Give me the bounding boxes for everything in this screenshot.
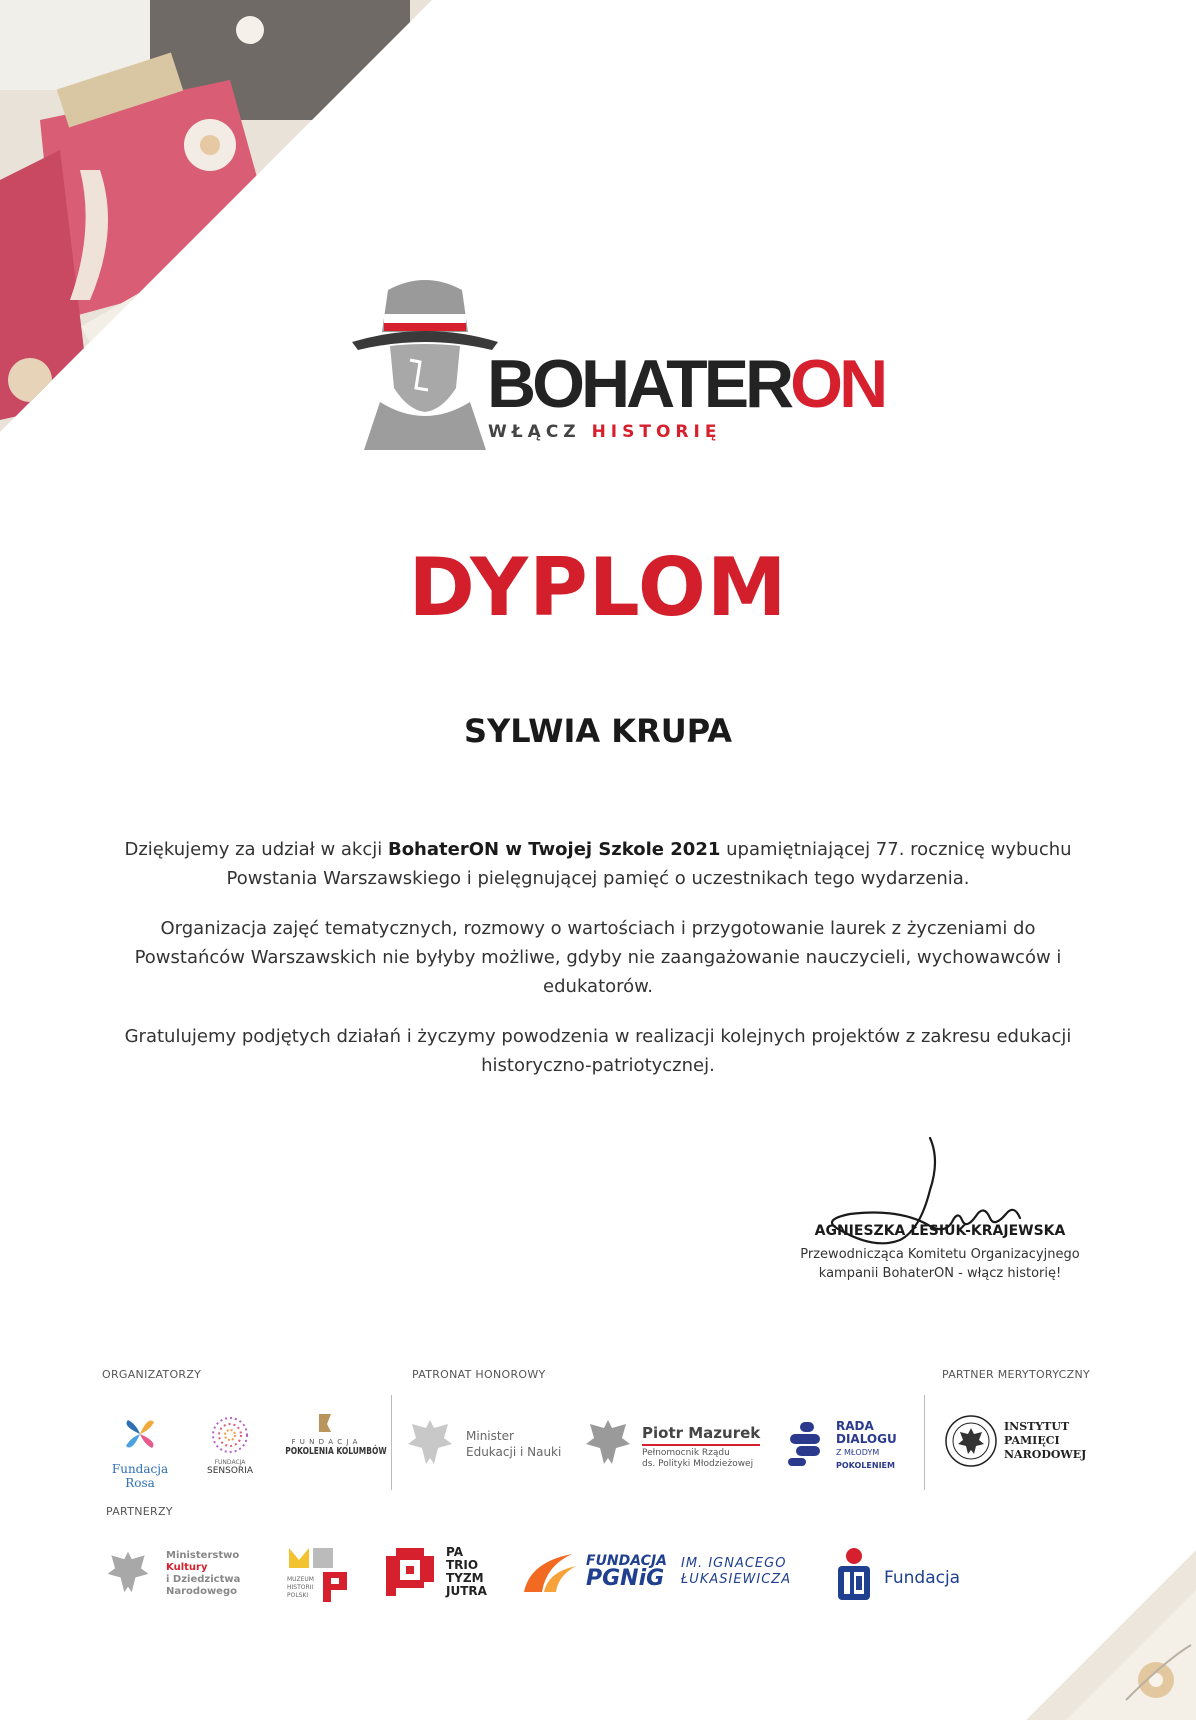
minister-edukacji-logo: Minister Edukacji i Nauki: [404, 1414, 564, 1470]
signatory-name: AGNIESZKA ŁESIUK-KRAJEWSKA: [814, 1223, 1066, 1239]
polish-eagle-icon: [104, 1546, 152, 1598]
fundacja-rosa-logo: Fundacja Rosa: [100, 1412, 180, 1490]
polish-eagle-icon: [582, 1414, 634, 1470]
ipn-logo: INSTYTUT PAMIĘCI NARODOWEJ: [944, 1414, 1094, 1468]
fundacja-pokolenia-kolumbow-logo: F U N D A C J A POKOLENIA KOLUMBÓW: [272, 1412, 378, 1457]
fundacja-sensoria-logo: FUNDACJA SENSORIA: [202, 1415, 258, 1476]
rada-dialogu-icon: [786, 1420, 826, 1468]
divider: [391, 1395, 392, 1490]
decorative-collage-bottom-right: [1026, 1550, 1196, 1720]
soldier-helmet-icon: [350, 270, 500, 450]
partners-label: PARTNERZY: [106, 1505, 173, 1518]
kolumb-emblem-icon: [315, 1412, 335, 1434]
diploma-body: [110, 835, 1086, 1101]
fundacja-pgnig-logo: FUNDACJA PGNiG IM. IGNACEGO ŁUKASIEWICZA: [520, 1552, 810, 1596]
mkidn-logo: Ministerstwo Kultury i Dziedzictwa Narodowego: [104, 1546, 254, 1598]
logo-tagline: WŁĄCZ HISTORIĘ: [488, 422, 722, 442]
recipient-name: SYLWIA KRUPA: [464, 712, 732, 750]
honorary-label: PATRONAT HONOROWY: [412, 1368, 546, 1381]
divider: [924, 1395, 925, 1490]
bohateron-logo: [350, 270, 885, 450]
rada-dialogu-logo: RADA DIALOGU Z MŁODYM POKOLENIEM: [786, 1420, 916, 1472]
paragraph-1: Dziękujemy za udział w akcji BohaterON w Twojej Szkole 2021 upamiętniającej 77. rocznicę wybuchu Powstania Warszawskiego i pielęgnującej pamięć o uczestnikach tego wydarzenia.: [124, 839, 1072, 889]
logo-wordmark: BOHATERON: [487, 346, 885, 422]
pelnomocnik-rzadu-logo: Piotr Mazurek Pełnomocnik Rządu ds. Polityki Młodzieżowej: [582, 1414, 772, 1470]
paragraph-3: Gratulujemy podjętych działań i życzymy powodzenia w realizacji kolejnych projektów z zakresu edukacji historyczno-patriotycznej.: [124, 1026, 1072, 1076]
diploma-title: DYPLOM: [408, 541, 788, 634]
signatory-role: Przewodnicząca Komitetu Organizacyjnego kampanii BohaterON - włącz historię!: [800, 1247, 1080, 1281]
pko-piggy-icon: [834, 1546, 874, 1602]
pgnig-flame-icon: [520, 1552, 580, 1596]
paragraph-2: Organizacja zajęć tematycznych, rozmowy o wartościach i przygotowanie laurek z życzeniami do Powstańców Warszawskich nie byłyby możliwe, gdyby nie zaangażowanie nauczycieli, wychowawców i edukatorów.: [134, 918, 1062, 997]
merit-partner-label: PARTNER MERYTORYCZNY: [942, 1368, 1091, 1381]
patriotyzm-pixel-icon: [384, 1546, 436, 1598]
rosa-flower-icon: [118, 1412, 162, 1456]
organizers-label: ORGANIZATORZY: [102, 1368, 202, 1381]
sensoria-dots-icon: [210, 1415, 250, 1455]
ipn-seal-icon: [944, 1414, 998, 1468]
polish-eagle-icon: [404, 1414, 456, 1470]
muzeum-historii-polski-logo: MUZEUM HISTORII POLSKI: [287, 1546, 351, 1608]
patriotyzm-jutra-logo: PA TRIO TYZM JUTRA: [384, 1546, 504, 1598]
fundacja-pko-logo: Fundacja: [834, 1546, 964, 1602]
